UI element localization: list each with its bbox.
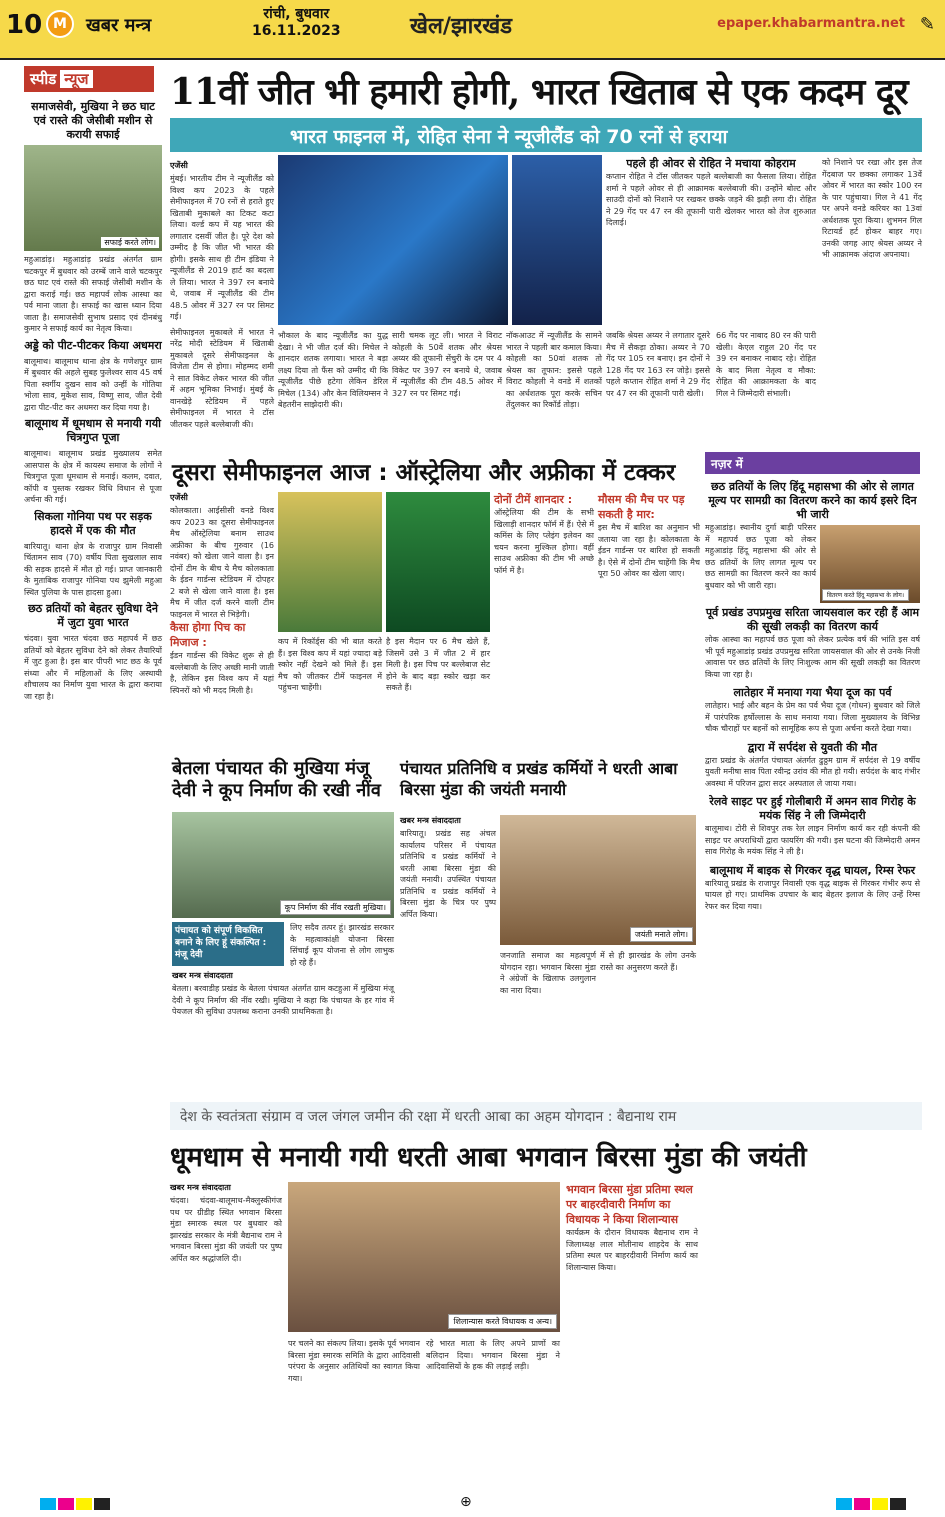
photo-caption: वितरण करते हिंदू महासभा के लोग। bbox=[822, 589, 909, 601]
lead-col-3 bbox=[278, 330, 388, 411]
lead-col-8 bbox=[822, 157, 922, 261]
brand-logo-icon: M bbox=[46, 10, 74, 38]
photo-caption: सफाई करते लोग। bbox=[101, 237, 159, 248]
nazar-text: महुआडांड़। स्थानीय दुर्गा बाड़ी परिसर में महापर्व छठ पूजा को लेकर महुआडांड़ हिंदू महासभा की ओर से छठ व्रतियों के लिए लागत मूल्य पर छठ सामग्री का वितरण करने का कार्य बुधवार को भी जारी रहा। bbox=[705, 523, 816, 590]
betla-text: लिए सदैव तत्पर हूं। झारखंड सरकार के महत्वाकांक्षी योजना बिरसा सिंचाई कूप योजना से लोग लाभुक हो रहे हैं। bbox=[290, 923, 394, 967]
rohit-subheading: पहले ही ओवर से रोहित ने मचाया कोहराम bbox=[626, 157, 796, 170]
birsa-col-2 bbox=[288, 1338, 420, 1384]
birsa-headline: धूमधाम से मनायी गयी धरती आबा भगवान बिरसा मुंडा की जयंती bbox=[170, 1142, 807, 1173]
agency-tag: एजेंसी bbox=[170, 161, 188, 170]
shami-photo bbox=[278, 155, 508, 325]
date: 16.11.2023 bbox=[252, 23, 341, 39]
nazar-title: लातेहार में मनाया गया भैया दूज का पर्व bbox=[733, 686, 892, 699]
nazar-text: लातेहार। भाई और बहन के प्रेम का पर्व भैया दूज (गोधन) बुधवार को जिले में पारंपरिक हर्षोल्लास के साथ मनाया गया। जिला मुख्यालय के विभिन्न चौक चौराहों पर बहनों को सामूहिक रूप से पूजा अर्चना करते देखा गया। bbox=[705, 701, 920, 733]
color-bar bbox=[836, 1498, 852, 1510]
birsa-text: रहे भारत माता के लिए अपने प्राणों का बलिदान दिया। भगवान बिरसा मुंडा ने आदिवासियों के हक की लड़ाई लड़ी। bbox=[426, 1339, 560, 1371]
speed-news-body: महुआडांड़। महुआडांड़ प्रखंड अंतर्गत ग्राम चटकपुर में बुधवार को उरम्बें जाने वाले चटकपुर छठ घाट एवं रास्ते की सफाई जेसीबी मशीन के द्वारा कराई गई। छठ महापर्व लोक आस्था का पर्व माना जाता है। सफाई का खास ध्यान दिया जाता है। समाजसेवी सुभाष प्रसाद एवं दीनबंधु कुमार ने सफाई कार्य का नेतृत्व किया। bbox=[24, 255, 162, 333]
mahasabha-photo bbox=[820, 525, 920, 603]
color-bar bbox=[872, 1498, 888, 1510]
byline: खबर मन्त्र संवाददाता bbox=[170, 1183, 231, 1192]
birsa-col-3 bbox=[426, 1338, 560, 1373]
betla-headline: बेतला पंचायत की मुखिया मंजू देवी ने कूप निर्माण की रखी नींव bbox=[172, 758, 381, 801]
speed-news-body: बारियातू। थाना क्षेत्र के राजापुर ग्राम निवासी चिंतामन साव (70) वर्षीय पिता सुखलाल साव की सड़क हादसे में मौत हो गई। प्राप्त जानकारी के मुताबिक राजापुर गोनिया पथ झुमेली महुआ स्थित पुलिया के पास हादसा हुआ। bbox=[24, 541, 162, 597]
epaper-url[interactable]: epaper.khabarmantra.net bbox=[717, 16, 905, 31]
speed-news-body: बालूमाथ। बालूमाथ थाना क्षेत्र के गणेशपुर ग्राम में बुधवार की अहले सुबह फुलेश्वर साव 45 वर्ष पिता स्वर्गीय दुखन साव को उन्हीं के गोतिया भोला साव, मुकेश साव, विष्णु साव, जीत देवी द्वारा पीट-पीट कर अधमरा कर दिया गया है। bbox=[24, 356, 162, 412]
nazar-title: पूर्व प्रखंड उपप्रमुख सरिता जायसवाल कर रही हैं आम की सूखी लकड़ी का वितरण कार्य bbox=[705, 606, 920, 633]
betla-quote-box: पंचायत को संपूर्ण विकसित बनाने के लिए हूं संकल्पित : मंजू देवी bbox=[172, 922, 284, 966]
lead-text: कप्तान रोहित ने टॉस जीतकर पहले बल्लेबाजी का फैसला लिया। रोहित शर्मा ने पहले ओवर से ही आक्रामक बल्लेबाजी की। उन्होंने बोल्ट और साउदी दोनों को निशाने पर रखकर छक्के जड़ने की झड़ी लगा दी। रोहित ने 29 गेंद पर 47 रन की तूफानी पारी खेलकर भारत को तेज शुरुआत दिलाई। bbox=[606, 172, 816, 227]
lead-text: नॉकआउट में न्यूजीलैंड के सामने भारत ने पहली बार कमाल किया। कोहली का 50वां शतक तो श्रेयस का तूफान: इससे पहले विराट कोहली ने वनडे में शतकों का अर्धशतक पूरा करके सचिन तेंदुलकर का रिकॉर्ड तोड़ा। bbox=[506, 331, 602, 409]
nazar-text: बालूमाथ। टोरी से शिवपुर तक रेल लाइन निर्माण कार्य कर रही कंपनी की साइट पर अपराधियों द्वारा फायरिंग की गयी। इस घटना की जिम्मेदारी अमन साव गिरोह के मयंक सिंह ने ली है। bbox=[705, 824, 920, 856]
brand-name: खबर मन्त्र bbox=[86, 15, 152, 36]
nazar-title: बालूमाथ में बाइक से गिरकर वृद्ध घायल, रिम्स रेफर bbox=[709, 863, 916, 877]
pitch-subheading: कैसा होगा पिच का मिजाज : bbox=[170, 621, 246, 649]
lead-col-6 bbox=[606, 330, 710, 399]
speed-news-label bbox=[24, 66, 154, 92]
lead-col-7 bbox=[716, 330, 816, 399]
speed-news-title: अड्डे को पीट-पीटकर किया अधमरा bbox=[24, 338, 162, 352]
registration-mark-icon: ⊕ bbox=[460, 1494, 472, 1510]
lead-right-col bbox=[606, 157, 816, 229]
byline: खबर मन्त्र संवाददाता bbox=[172, 971, 233, 980]
semi-col-5 bbox=[598, 492, 700, 580]
semi-text: ईडन गार्डन्स की विकेट शुरू से ही बल्लेबाजी के लिए अच्छी मानी जाती है, लेकिन इस विश्व कप में यहां स्पिनरों को भी मदद मिली है। bbox=[170, 651, 274, 695]
nazar-text: लोक आस्था का महापर्व छठ पूजा को लेकर प्रत्येक वर्ष की भांति इस वर्ष भी पूर्व महुआडांड़ प्रखंड उपप्रमुख सरिता जायसवाल की ओर से उनके निजी आवास पर छठ व्रतियों के लिए निःशुल्क आम की सूखी लकड़ी का वितरण किया जा रहा है। bbox=[705, 635, 920, 679]
speed-news-title: छठ व्रतियों को बेहतर सुविधा देने में जुटा युवा भारत bbox=[28, 602, 158, 629]
lead-col-5 bbox=[506, 330, 602, 411]
speed-news-body: चंदवा। युवा भारत चंदवा छठ महापर्व में छठ व्रतियों को बेहतर सुविधा देने को लेकर तैयारियों में जुट हुआ है। इस बार पीपरी भाट छठ के पूर्व संध्या और में महिलाओं के लिए अस्थायी शौचालय का निर्माण युवा भारत के द्वारा कराया जा रहा है। bbox=[24, 634, 162, 701]
lead-subhead: भारत फाइनल में, रोहित सेना ने न्यूजीलैंड को 70 रनों से हराया bbox=[170, 118, 922, 152]
nazar-column bbox=[705, 480, 920, 912]
news-label: न्यूज bbox=[60, 70, 92, 88]
lead-text: जबकि श्रेयस अय्यर ने लगातार दूसरे मैच में सैकड़ा ठोका। अय्यर ने 70 गेंद पर 105 रन बनाए। इन दोनों ने 128 गेंद पर 163 रन जोड़े। इससे पहले कप्तान रोहित शर्मा ने 29 गेंद पर 47 रन की तूफानी पारी खेली। bbox=[606, 331, 710, 398]
semi-text: ऑस्ट्रेलिया की टीम के सभी खिलाड़ी शानदार फॉर्म में हैं। ऐसे में कमिंस के लिए प्लेइंग इलेवन का चयन करना मुश्किल होगा। वहीं साउथ अफ्रीका की टीम भी अच्छे फॉर्म में है। bbox=[494, 508, 594, 575]
panchayat-text: जनजाति समाज का महत्वपूर्ण योगदान रहा। भगवान बिरसा मुंडा ने अंग्रेजों के खिलाफ उलगुलान का नारा दिया। bbox=[500, 951, 596, 995]
semi-col-3 bbox=[386, 636, 490, 694]
semi-text: इस मैच में बारिश का अनुमान भी जताया जा रहा है। कोलकाता के ईडन गार्डन्स पर बारिश हो सकती है। ऐसे में दोनों टीम चाहेंगी कि मैच पूरा 50 ओवर का खेला जाए। bbox=[598, 523, 700, 578]
semi-text: है इस मैदान पर 6 मैच खेले हैं, जिसमें उसे 3 में जीत 2 में हार मिली है। इस पिच पर बल्लेबाज सेट होने के बाद बड़ा स्कोर खड़ा कर सकते हैं। bbox=[386, 637, 490, 692]
lead-col-4 bbox=[392, 330, 502, 399]
lead-headline: 11वीं जीत भी हमारी होगी, भारत खिताब से एक कदम दूर bbox=[170, 71, 908, 113]
color-bar bbox=[890, 1498, 906, 1510]
color-bar bbox=[854, 1498, 870, 1510]
color-bar bbox=[58, 1498, 74, 1510]
masthead bbox=[0, 0, 945, 60]
photo-caption: शिलान्यास करते विधायक व अन्य। bbox=[448, 1314, 557, 1329]
byline: खबर मन्त्र संवाददाता bbox=[400, 816, 461, 825]
birsa-col-1 bbox=[170, 1182, 282, 1264]
photo-caption: जयंती मनाते लोग। bbox=[630, 927, 693, 942]
birsa-text: कार्यक्रम के दौरान विधायक बैद्यनाथ राम ने जिलाध्यक्ष लाल मोतीनाथ शाहदेव के साथ प्रतिमा स्थल पर बाहरदीवारी निर्माण कार्य का शिलान्यास किया। bbox=[566, 1228, 698, 1272]
color-bar bbox=[40, 1498, 56, 1510]
nazar-text: बारियातू प्रखंड के राजापुर निवासी एक वृद्ध बाइक से गिरकर गंभीर रूप से घायल हो गए। प्राथमिक उपचार के बाद बेहतर इलाज के लिए उन्हें रिम्स रेफर कर दिया गया। bbox=[705, 878, 920, 911]
lead-text: मुंबई। भारतीय टीम ने न्यूजीलैंड को विश्व कप 2023 के पहले सेमीफाइनल में 70 रनों से हराते हुए खिताबी मुकाबले का टिकट कटा लिया। वर्ल्ड कप में यह भारत की लगातार दसवीं जीत है। पूरे देश को उम्मीद है कि जीत भी भारत की होगी। इसके साथ ही टीम इंडिया ने न्यूजीलैंड से 2019 हार्ट का बदला ले लिया। भारत ने 397 रन बनाये थे, जवाब में न्यूजीलैंड की टीम 48.5 ओवर में 327 रन पर सिमट गई। bbox=[170, 174, 274, 321]
nazar-label: नज़र में bbox=[711, 457, 743, 471]
bell-icon: ✎ bbox=[919, 14, 935, 35]
semi-col-4 bbox=[494, 492, 594, 576]
semi-text: कप में रिकॉर्ड्स की भी बात करते हैं। इस विश्व कप में यहां ज्यादा बड़े स्कोर नहीं देखने को मिले हैं। इस मैच को जीतकर टीमें फाइनल में पहुंचना चाहेंगी। bbox=[278, 637, 382, 692]
betla-body bbox=[172, 970, 394, 1018]
panchayat-col-2 bbox=[500, 950, 596, 996]
nazar-title: द्वारा में सर्पदंश से युवती की मौत bbox=[747, 740, 878, 754]
speed-news-title: बालूमाथ में धूमधाम से मनायी गयी चित्रगुप्त पूजा bbox=[25, 417, 161, 444]
birsa-kicker: देश के स्वतंत्रता संग्राम व जल जंगल जमीन की रक्षा में धरती आबा का अहम योगदान : बैद्यनाथ राम bbox=[170, 1102, 922, 1130]
birsa-photo bbox=[288, 1182, 560, 1332]
rohit-photo bbox=[512, 155, 602, 325]
lead-text: 66 गेंद पर नाबाद 80 रन की पारी खेली। केएल राहुल 20 गेंद पर 39 रन बनाकर नाबाद रहे। रोहित के बाद मिला नेतृत्व व मौका: रोहित की आक्रामकता के बाद गिल ने जिम्मेदारी संभाली। bbox=[716, 331, 817, 398]
lead-text: भौकाल के बाद न्यूजीलैंड का युद्ध देखा। ने भी जीत दर्ज की। मिचेल ने शानदार शतक लगाया। भारत ने बड़ा लक्ष्य दिया तो फैंस को उम्मीद थी कि न्यूजीलैंड पीछे हटेगा लेकिन डेरिल मिचेल (134) और केन विलियम्सन ने बेहतरीन साझेदारी की। bbox=[278, 331, 388, 409]
betla-text: बेतला। बरवाडीह प्रखंड के बेतला पंचायत अंतर्गत ग्राम कटहुआ में मुखिया मंजू देवी ने कूप निर्माण की नींव रखी। मुखिया ने कहा कि पंचायत के हर गांव में पेयजल की सुविधा उपलब्ध कराना उनकी प्राथमिकता है। bbox=[172, 984, 394, 1016]
speed-news-body: बालूमाथ। बालूमाथ प्रखंड मुख्यालय समेत आसपास के क्षेत्र में कायस्थ समाज के लोगों ने चित्रगुप्त पूजा धूमधाम से मनाई। कलम, दवात, कॉपी व पुस्तक रखकर विधि विधान से पूजा अर्चना की गई। bbox=[24, 449, 162, 504]
panchayat-photo bbox=[500, 815, 696, 945]
nazar-title: रेलवे साइट पर हुई गोलीबारी में अमन साव गिरोह के मयंक सिंह ने ली जिम्मेदारी bbox=[709, 795, 916, 822]
speed-news-title: समाजसेवी, मुखिया ने छठ घाट एवं रास्ते की जेसीबी मशीन से करायी सफाई bbox=[31, 100, 155, 141]
weather-subheading: मौसम की मैच पर पड़ सकती है मार: bbox=[598, 493, 685, 521]
section-title: खेल/झारखंड bbox=[410, 14, 513, 39]
nazar-text: द्वारा प्रखंड के अंतर्गत पंचायत अंतर्गत ढुठ्ठम ग्राम में सर्पदंश से 19 वर्षीय युवती मनीषा साव पिता रवीन्द्र उरांव की मौत हो गयी। सर्पदंश के बाद गंभीर अवस्था में परिजन द्वारा सदर अस्पताल ले जाया गया। bbox=[705, 755, 920, 788]
panchayat-text: में से ही झारखंड के लोग उनके रास्ते का अनुसरण करते हैं। bbox=[600, 951, 696, 972]
color-bar bbox=[76, 1498, 92, 1510]
cummins-photo bbox=[278, 492, 382, 632]
photo-caption: कूप निर्माण की नींव रखती मुखिया। bbox=[280, 900, 391, 915]
page-number: 10 bbox=[6, 10, 43, 40]
agency-tag: एजेंसी bbox=[170, 493, 188, 502]
dateline bbox=[252, 6, 341, 40]
cleaning-photo bbox=[24, 145, 162, 251]
color-bar bbox=[94, 1498, 110, 1510]
birsa-subheading: भगवान बिरसा मुंडा प्रतिमा स्थल पर बाहरदीवारी निर्माण का विधायक ने किया शिलान्यास bbox=[566, 1183, 693, 1226]
lead-text: सेमीफाइनल मुकाबले में भारत ने नरेंद्र मोदी स्टेडियम में खिताबी मुकाबले दूसरे सेमीफाइनल के विजेता टीम से होगा। मोहम्मद शमी ने सात विकेट लेकर भारत की जीत में अहम भूमिका निभाई। मुंबई के वानखेड़े स्टेडियम में पहले सेमीफाइनल में भारत ने टॉस जीतकर पहले बल्लेबाजी की। bbox=[170, 327, 274, 429]
panchayat-text: बारियातू। प्रखंड सह अंचल कार्यालय परिसर में पंचायत प्रतिनिधि व प्रखंड कर्मियों ने धरती आबा बिरसा मुंडा की जयंती मनायी। उपस्थित पंचायत प्रतिनिधि व प्रखंड कर्मियों ने बिरसा मुंडा के चित्र पर पुष्प अर्पित किया। bbox=[400, 829, 496, 919]
teams-subheading: दोनों टीमें शानदार : bbox=[494, 493, 573, 506]
bavuma-photo bbox=[386, 492, 490, 632]
speed-news-title: सिकला गोनिया पथ पर सड़क हादसे में एक की मौत bbox=[34, 509, 152, 537]
nazar-mein-header bbox=[705, 452, 920, 474]
panchayat-col-1 bbox=[400, 815, 496, 920]
panchayat-col-3 bbox=[600, 950, 696, 973]
lead-text: सारी चमक लूट ली। भारत ने विराट कोहली के 50वें शतक और श्रेयस अय्यर की तूफानी सेंचुरी के दम पर 4 विकेट पर 397 रन बनाये थे, जवाब में न्यूजीलैंड की टीम 48.5 ओवर में 327 रन पर सिमट गई। bbox=[392, 331, 502, 398]
birsa-text: पर चलने का संकल्प लिया। इसके पूर्व भगवान बिरसा मुंडा स्मारक समिति के द्वारा आदिवासी परंपरा के अनुसार अतिथियों का स्वागत किया गया। bbox=[288, 1339, 420, 1383]
lead-text: को निशाने पर रखा और इस तेज गेंदबाज पर छक्का लगाकर 13वें ओवर में भारत का स्कोर 100 रन के पार पहुंचाया। गिल ने 41 गेंद पर अपने वनडे करियर का 13वां अर्धशतक पूरा किया। शुभमन गिल रिटायर्ड हर्ट होकर बाहर गए। उनकी जगह आए श्रेयस अय्यर ने भी आक्रामक अंदाज अपनाया। bbox=[822, 158, 922, 259]
birsa-text: चंदवा। चंदवा-बालूमाथ-मैक्लुस्कीगंज पथ पर ग्रीडीह स्थित भगवान बिरसा मुंडा स्मारक स्थल पर बुधवार को झारखंड सरकार के मंत्री बैद्यनाथ राम ने भगवान बिरसा मुंडा की जयंती पर पुष्प अर्पित कर श्रद्धांजलि दी। bbox=[170, 1196, 282, 1263]
speed-news-column bbox=[24, 96, 162, 702]
semi-col-1 bbox=[170, 492, 274, 696]
semifinal-headline: दूसरा सेमीफाइनल आज : ऑस्ट्रेलिया और अफ्रीका में टक्कर bbox=[172, 460, 676, 486]
betla-col-2 bbox=[290, 922, 394, 968]
semi-text: कोलकाता। आईसीसी वनडे विश्व कप 2023 का दूसरा सेमीफाइनल मैच ऑस्ट्रेलिया बनाम साउथ अफ्रीका के बीच गुरुवार (16 नवंबर) को खेला जाने वाला है। इन दोनों टीम के बीच ये मैच कोलकाता के ईडन गार्डन्स स्टेडियम में दोपहर 2 बजे से खेला जाने वाला है। इस मैच में जीत दर्ज करने वाली टीम फाइनल में भारत से भिड़ेगी। bbox=[170, 506, 274, 619]
semi-col-2 bbox=[278, 636, 382, 694]
speed-label: स्पीड bbox=[30, 70, 57, 88]
betla-photo bbox=[172, 812, 394, 918]
lead-col-1 bbox=[170, 160, 274, 430]
birsa-col-4 bbox=[566, 1182, 698, 1273]
nazar-title: छठ व्रतियों के लिए हिंदू महासभा की ओर से लागत मूल्य पर सामग्री का वितरण करने का कार्य इसरे दिन भी जारी bbox=[708, 480, 917, 521]
city-day: रांची, बुधवार bbox=[263, 6, 330, 22]
panchayat-headline: पंचायत प्रतिनिधि व प्रखंड कर्मियों ने धरती आबा बिरसा मुंडा की जयंती मनायी bbox=[400, 759, 678, 799]
